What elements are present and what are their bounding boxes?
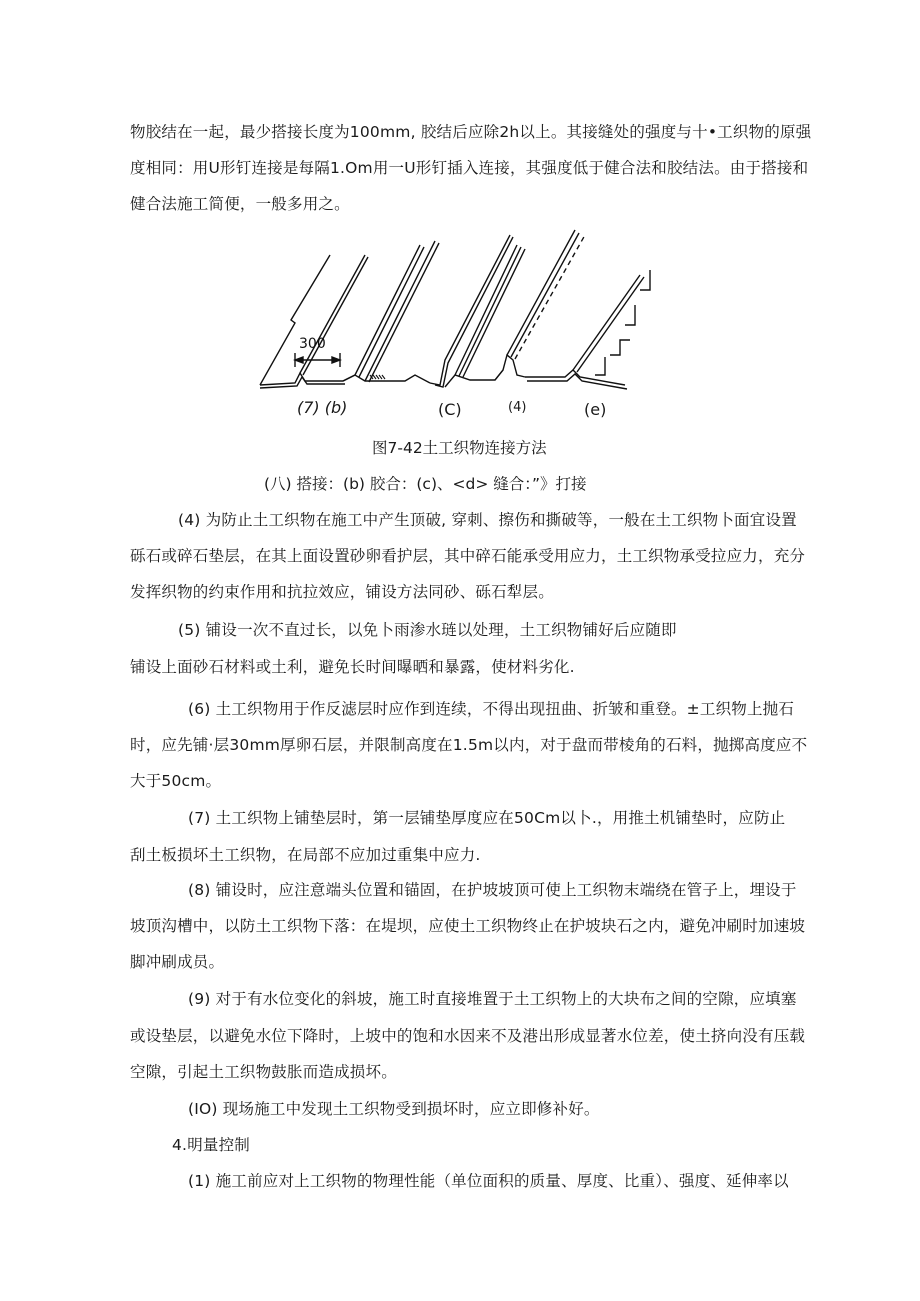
item7-line-1: (7) 土工织物上铺垫层时，第一层铺垫厚度应在50Cm以卜.，用推土机铺垫时，应防止 bbox=[188, 809, 786, 827]
item5-line-1: (5) 铺设一次不直过长，以免卜雨渗水琏以处理，土工织物铺好后应随即 bbox=[178, 621, 677, 639]
item6-line-2: 时，应先铺·层30mm厚卵石层，并限制高度在1.5m以内，对于盘而带棱角的石料，抛掷高度应不 bbox=[130, 736, 808, 754]
item4-line-3: 发挥织物的约束作用和抗拉效应，铺设方法同砂、砾石犁层。 bbox=[130, 583, 554, 601]
figure-caption: 图7-42土工织物连接方法 bbox=[372, 439, 547, 457]
connection-methods-figure bbox=[255, 225, 655, 415]
item6-line-1: (6) 土工织物用于作反滤层时应作到连续，不得出现扭曲、折皱和重登。±工织物上抛石 bbox=[188, 700, 795, 718]
item1-line: (1) 施工前应对上工织物的物理性能（单位面积的质量、厚度、比重）、强度、延伸率以 bbox=[188, 1172, 789, 1190]
item8-line-1: (8) 铺设时，应注意端头位置和锚固，在护坡坡顶可使上工织物末端绕在管子上，埋设于 bbox=[188, 881, 797, 899]
section4-heading: 4.明量控制 bbox=[172, 1136, 250, 1154]
connection-diagram bbox=[255, 225, 655, 415]
item6-line-3: 大于50cm。 bbox=[130, 772, 222, 790]
figure-label-e: (e) bbox=[584, 400, 607, 419]
intro-line-2: 度相同：用U形钉连接是每隔1.Om用一U形钉插入连接，其强度低于健合法和胶结法。由于搭接和 bbox=[130, 159, 809, 177]
figure-legend: (八) 搭接：(b) 胶合：(c)、<d> 缝合：”》打接 bbox=[264, 475, 587, 493]
item8-line-3: 脚冲刷成员。 bbox=[130, 953, 225, 971]
item4-line-1: (4) 为防止土工织物在施工中产生顶破, 穿刺、擦伤和撕破等，一般在土工织物卜面宜设置 bbox=[178, 511, 797, 529]
item9-line-1: (9) 对于有水位变化的斜坡，施工时直接堆置于土工织物上的大块布之间的空隙，应填塞 bbox=[188, 990, 797, 1008]
figure-label-ab: (7) (b) bbox=[297, 398, 348, 417]
item8-line-2: 坡顶沟槽中，以防土工织物下落：在堤坝，应使土工织物终止在护坡块石之内，避免冲刷时加速坡 bbox=[130, 917, 806, 935]
item4-line-2: 砾石或碎石垫层，在其上面设置砂卵看护层，其中碎石能承受用应力，土工织物承受拉应力，充分 bbox=[130, 547, 806, 565]
dimension-300-label: 300 bbox=[299, 336, 326, 352]
figure-label-d: (4) bbox=[508, 400, 527, 415]
item7-line-2: 刮土板损坏土工织物，在局部不应加过重集中应力. bbox=[130, 846, 481, 864]
intro-line-1: 物胶结在一起，最少搭接长度为100mm, 胶结后应除2h以上。其接缝处的强度与十•工织物的原强 bbox=[130, 123, 812, 141]
item9-line-2: 或设垫层，以避免水位下降时，上坡中的饱和水因来不及港出形成显著水位差，使土挤向没有压载 bbox=[130, 1027, 806, 1045]
item9-line-3: 空隙，引起土工织物鼓胀而造成损坏。 bbox=[130, 1063, 397, 1081]
figure-label-c: (C) bbox=[438, 400, 462, 419]
item5-line-2: 铺设上面砂石材料或土利，避免长时间曝晒和暴露，使材料劣化. bbox=[130, 658, 575, 676]
item10-line: (IO) 现场施工中发现土工织物受到损坏时，应立即修补好。 bbox=[188, 1100, 600, 1118]
intro-line-3: 健合法施工简便，一般多用之。 bbox=[130, 195, 350, 213]
